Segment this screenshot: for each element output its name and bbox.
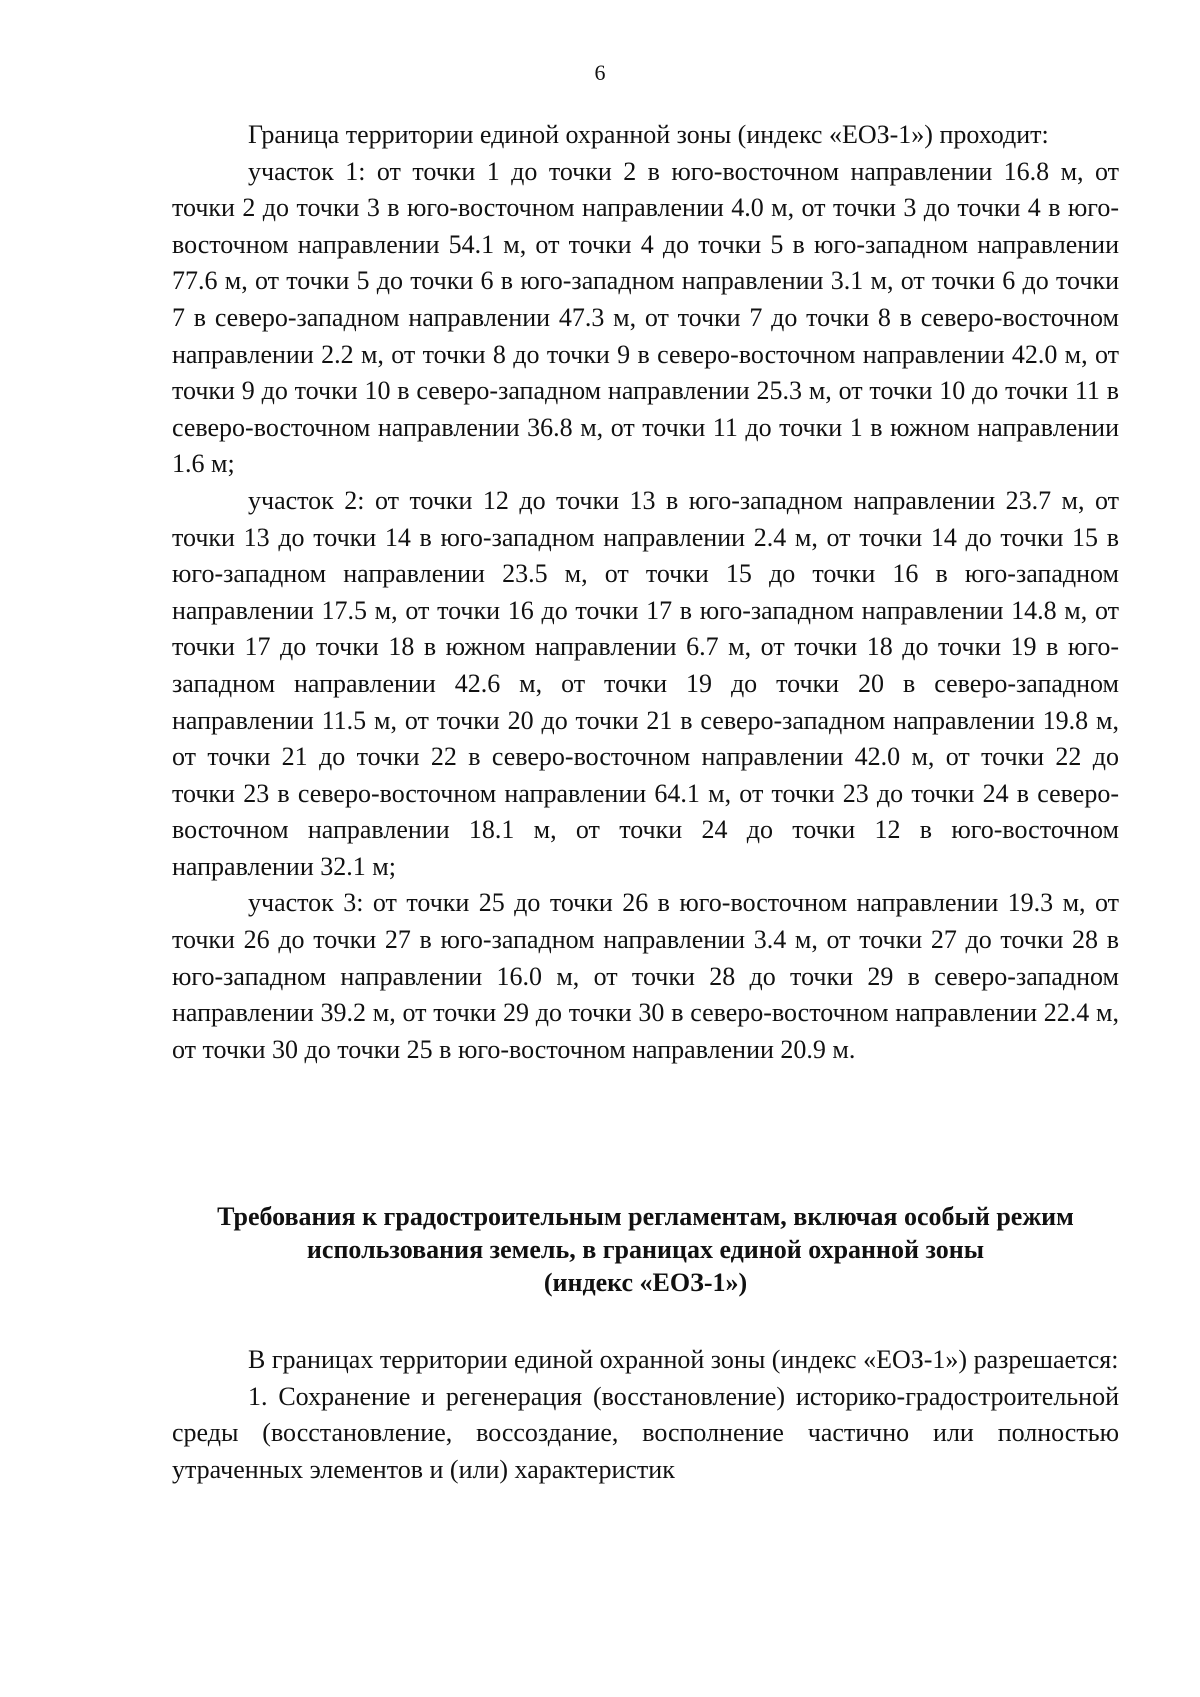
boundary-intro-paragraph: Граница территории единой охранной зоны (индекс «ЕОЗ-1») проходит:	[248, 120, 1049, 149]
permitted-item-1-paragraph: 1. Сохранение и регенерация (восстановление) историко-градостроительной среды (восстановление, воссоздание, восполнение частично или полностью утраченных элементов и (или) характеристик	[172, 1381, 1119, 1484]
permitted-activities	[172, 1342, 1119, 1488]
heading-line-1: Требования к градостроительным регламентам, включая особый режим	[217, 1202, 1074, 1231]
heading-line-2: использования земель, в границах единой охранной зоны	[306, 1235, 985, 1264]
heading-line-3: (индекс «ЕОЗ-1»)	[543, 1268, 748, 1297]
section-2-paragraph: участок 2: от точки 12 до точки 13 в юго-западном направлении 23.7 м, от точки 13 до точки 14 в юго-западном направлении 2.4 м, от точки 14 до точки 15 в юго-западном направлении 23.5 м, от точки 15 до точки 16 в юго-западном направлении 17.5 м, от точки 16 до точки 17 в юго-западном направлении 14.8 м, от точки 17 до точки 18 в южном направлении 6.7 м, от точки 18 до точки 19 в юго-западном направлении 42.6 м, от точки 19 до точки 20 в северо-западном направлении 11.5 м, от точки 20 до точки 21 в северо-западном направлении 19.8 м, от точки 21 до точки 22 в северо-восточном направлении 42.0 м, от точки 22 до точки 23 в северо-восточном направлении 64.1 м, от точки 23 до точки 24 в северо-восточном направлении 18.1 м, от точки 24 до точки 12 в юго-восточном направлении 32.1 м;	[172, 485, 1119, 881]
section-heading	[172, 1200, 1119, 1299]
permitted-intro-paragraph: В границах территории единой охранной зоны (индекс «ЕОЗ-1») разрешается:	[248, 1345, 1119, 1374]
section-1-paragraph: участок 1: от точки 1 до точки 2 в юго-восточном направлении 16.8 м, от точки 2 до точки 3 в юго-восточном направлении 4.0 м, от точки 3 до точки 4 в юго-восточном направлении 54.1 м, от точки 4 до точки 5 в юго-западном направлении 77.6 м, от точки 5 до точки 6 в юго-западном направлении 3.1 м, от точки 6 до точки 7 в северо-западном направлении 47.3 м, от точки 7 до точки 8 в северо-восточном направлении 2.2 м, от точки 8 до точки 9 в северо-восточном направлении 42.0 м, от точки 9 до точки 10 в северо-западном направлении 25.3 м, от точки 10 до точки 11 в северо-восточном направлении 36.8 м, от точки 11 до точки 1 в южном направлении 1.6 м;	[172, 156, 1119, 479]
boundary-description	[172, 117, 1119, 1068]
page-number: 6	[594, 60, 606, 85]
section-3-paragraph: участок 3: от точки 25 до точки 26 в юго-восточном направлении 19.3 м, от точки 26 до точки 27 в юго-западном направлении 3.4 м, от точки 27 до точки 28 в юго-западном направлении 16.0 м, от точки 28 до точки 29 в северо-западном направлении 39.2 м, от точки 29 до точки 30 в северо-восточном направлении 22.4 м, от точки 30 до точки 25 в юго-восточном направлении 20.9 м.	[172, 888, 1119, 1064]
